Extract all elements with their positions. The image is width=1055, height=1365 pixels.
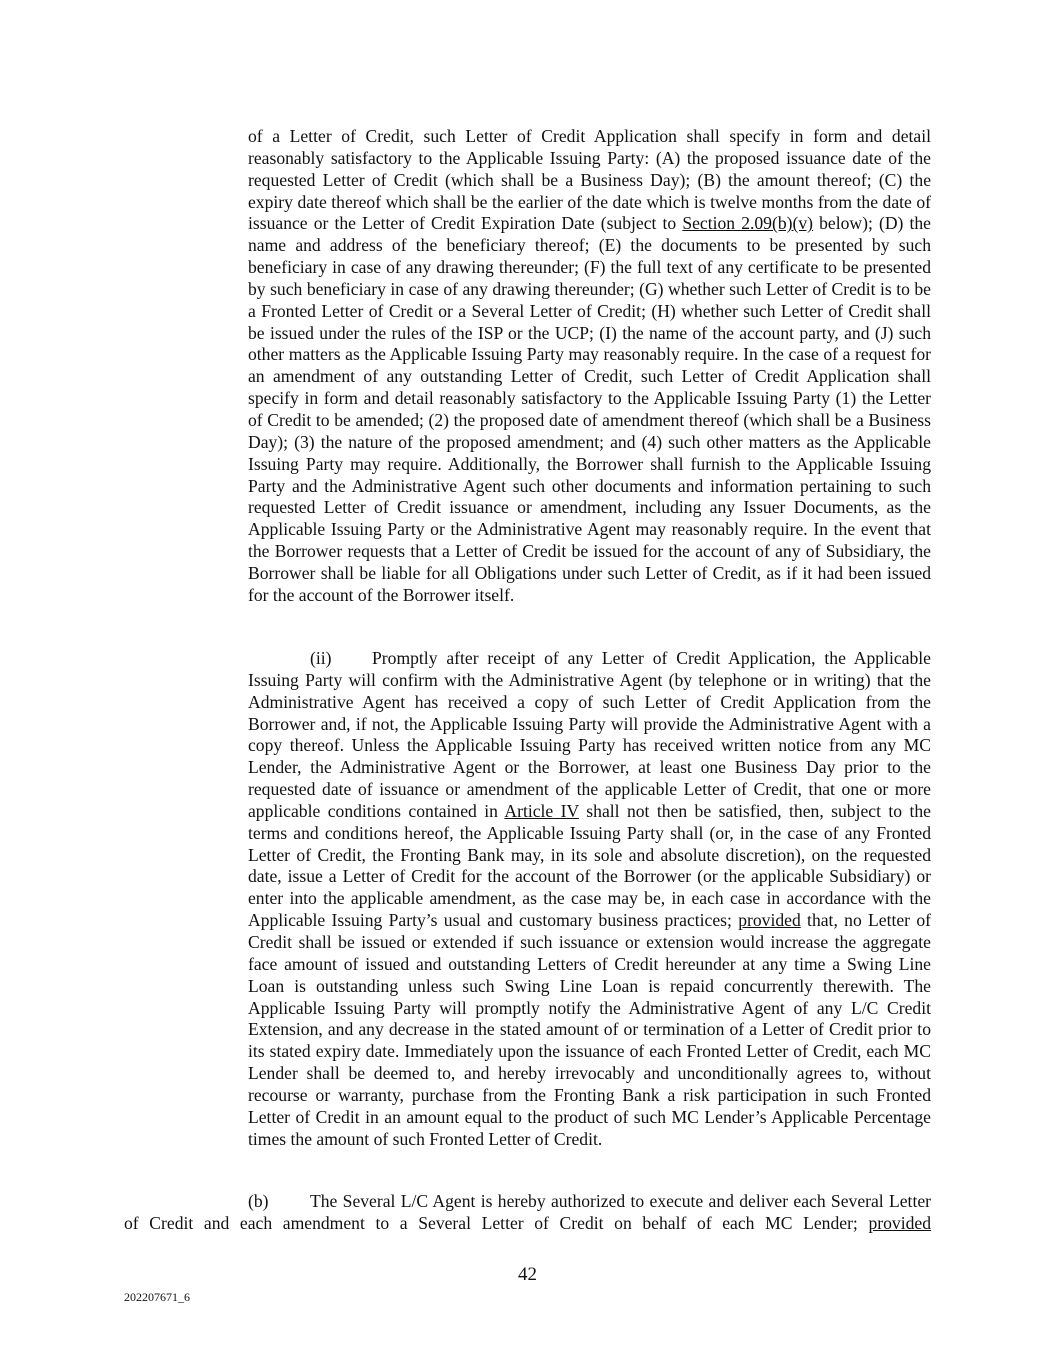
section-reference: Section 2.09(b)(v)	[682, 213, 814, 234]
paragraph-text: Promptly after receipt of any Letter of Credit Application, the Applicable Issuing Party will confirm with the Administrative Agent (by telephone or in writing) that the Administrative Agent has received a copy of such Letter of Credit Application from the Borrower and, if not, the Applicable Issuing Party will provide the Administrative Agent with a copy thereof. Unless the Applicable Issuing Party has received written notice from any MC Lender, the Administrative Agent or the Borrower, at least one Business Day prior to the requested date of issuance or amendment of the applicable Letter of Credit, that one or more applicable conditions contained in	[248, 648, 931, 821]
paragraph-text: The Several L/C Agent is hereby authorized to execute and deliver each Several Letter of Credit and each amendment to a Several Letter of Credit on behalf of each MC Lender;	[124, 1191, 931, 1233]
item-label: (ii)	[310, 648, 332, 668]
paragraph-b	[124, 1191, 931, 1235]
page-number: 42	[518, 1264, 537, 1285]
paragraph-letter-of-credit-application	[248, 126, 931, 607]
item-label: (b)	[248, 1191, 269, 1211]
paragraph-text: that, no Letter of Credit shall be issued or extended if such issuance or extension would increase the aggregate face amount of issued and outstanding Letters of Credit hereunder at any time a Swing Line Loan is outstanding unless such Swing Line Loan is repaid concurrently therewith. The Applicable Issuing Party will promptly notify the Administrative Agent of any L/C Credit Extension, and any decrease in the stated amount of or termination of a Letter of Credit prior to its stated expiry date. Immediately upon the issuance of each Fronted Letter of Credit, each MC Lender shall be deemed to, and hereby irrevocably and unconditionally agrees to, without recourse or warranty, purchase from the Fronting Bank a risk participation in such Fronted Letter of Credit in an amount equal to the product of such MC Lender’s Applicable Percentage times the amount of such Fronted Letter of Credit.	[248, 910, 932, 1149]
document-id: 202207671_6	[124, 1290, 190, 1304]
paragraph-text: of a Letter of Credit, such Letter of Credit Application shall specify in form and detail reasonably satisfactory to the Applicable Issuing Party: (A) the proposed issuance date of the requested Letter of Credit (which shall be a Business Day); (B) the amount thereof; (C) the expiry date thereof which shall be the earlier of the date which is twelve months from the date of issuance or the Letter of Credit Expiration Date (subject to	[248, 126, 931, 234]
paragraph-text: below); (D) the name and address of the beneficiary thereof; (E) the documents to be presented by such beneficiary in case of any drawing thereunder; (F) the full text of any certificate to be presented by such beneficiary in case of any drawing thereunder; (G) whether such Letter of Credit is to be a Fronted Letter of Credit or a Several Letter of Credit; (H) whether such Letter of Credit shall be issued under the rules of the ISP or the UCP; (I) the name of the account party, and (J) such other matters as the Applicable Issuing Party may reasonably require. In the case of a request for an amendment of any outstanding Letter of Credit, such Letter of Credit Application shall specify in form and detail reasonably satisfactory to the Applicable Issuing Party (1) the Letter of Credit to be amended; (2) the proposed date of amendment thereof (which shall be a Business Day); (3) the nature of the proposed amendment; and (4) such other matters as the Applicable Issuing Party may require. Additionally, the Borrower shall furnish to the Applicable Issuing Party and the Administrative Agent such other documents and information pertaining to such requested Letter of Credit issuance or amendment, including any Issuer Documents, as the Applicable Issuing Party or the Administrative Agent may reasonably require. In the event that the Borrower requests that a Letter of Credit be issued for the account of any of Subsidiary, the Borrower shall be liable for all Obligations under such Letter of Credit, as if it had been issued for the account of the Borrower itself.	[248, 213, 931, 605]
provided-term: provided	[738, 910, 801, 931]
provided-term: provided	[868, 1212, 931, 1233]
article-reference: Article IV	[504, 800, 579, 821]
paragraph-text: shall not then be satisfied, then, subject to the terms and conditions hereof, the Applicable Issuing Party shall (or, in the case of any Fronted Letter of Credit, the Fronting Bank may, in its sole and absolute discretion), on the requested date, issue a Letter of Credit for the account of the Borrower (or the applicable Subsidiary) or enter into the applicable amendment, as the case may be, in each case in accordance with the Applicable Issuing Party’s usual and customary business practices;	[248, 800, 931, 931]
paragraph-ii	[248, 648, 931, 1150]
